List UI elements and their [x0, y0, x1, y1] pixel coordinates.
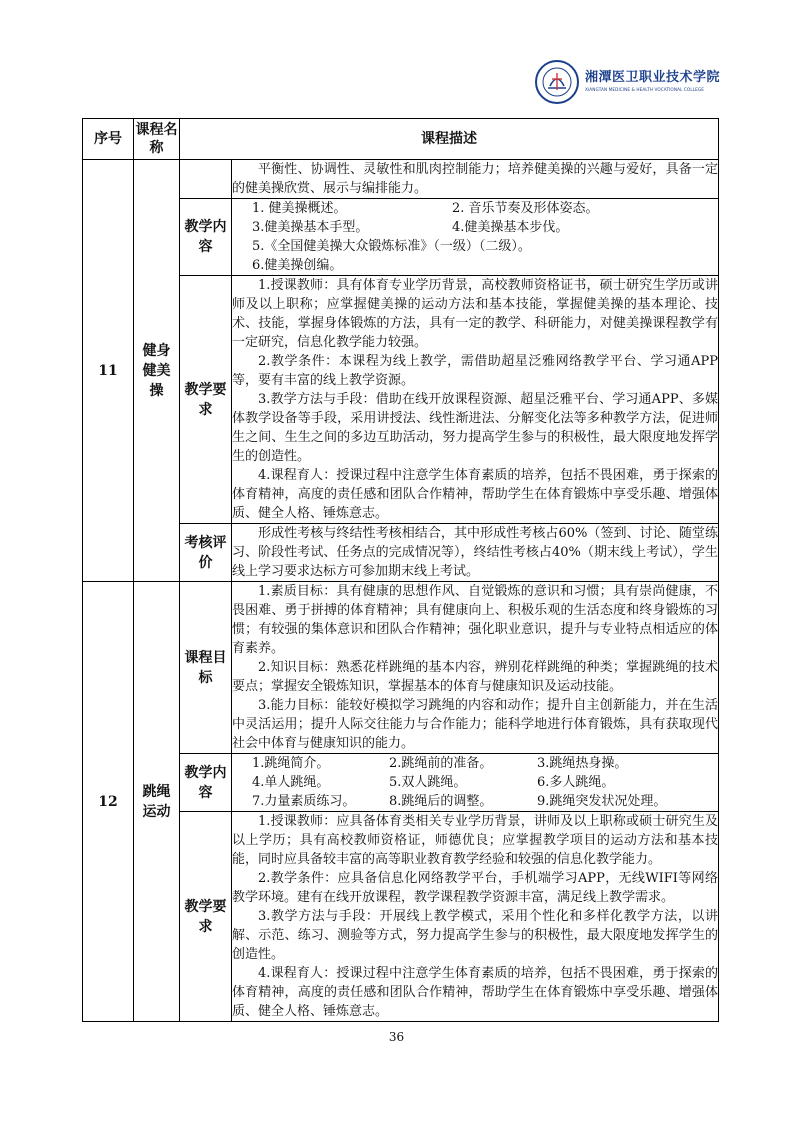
- college-seal-icon: [535, 60, 579, 104]
- course-12-requirements: [232, 812, 719, 1022]
- paragraph: 3.能力目标：能较好模拟学习跳绳的内容和动作；提升自主创新能力，并在生活中灵活运用；提升人际交往能力与合作能力；能科学地进行体育锻炼，具有获取现代社会中体育与健康知识的能力。: [232, 698, 718, 751]
- list-item: 5.《全国健美操大众锻炼标准》（一级）（二级）。: [252, 239, 531, 254]
- course-11-req-label: 教学要求: [180, 276, 232, 524]
- list-item: 2.跳绳前的准备。: [389, 756, 493, 771]
- list-item: 4.单人跳绳。: [252, 775, 330, 790]
- list-item: 5.双人跳绳。: [389, 775, 467, 790]
- list-item: 4.健美操基本步伐。: [452, 220, 569, 235]
- course-11-content: [232, 199, 719, 276]
- course-12-goal-label: 课程目标: [180, 582, 232, 754]
- paragraph: 3.教学方法与手段：开展线上教学模式，采用个性化和多样化教学方法，以讲解、示范、练习、测验等方式，努力提高学生参与的积极性，最大限度地发挥学生的创造性。: [232, 909, 718, 962]
- list-item: 1. 健美操概述。: [252, 201, 347, 216]
- course-12-content-label: 教学内容: [180, 754, 232, 812]
- course-11-name: 健身健美操: [134, 160, 180, 582]
- college-logo: [535, 59, 745, 105]
- page-number: 36: [388, 1030, 405, 1044]
- paragraph: 2.教学条件：应具备信息化网络教学平台，手机端学习APP，无线WIFI等网络教学环境。建有在线开放课程，教学课程教学资源丰富，满足线上教学需求。: [232, 871, 718, 905]
- list-item: 3.健美操基本手型。: [252, 220, 369, 235]
- paragraph: 1.授课教师：应具备体育类相关专业学历背景，讲师及以上职称或硕士研究生及以上学历；具有高校教师资格证，师德优良；应掌握教学项目的运动方法和基本技能，同时应具备较丰富的高等职业教育教学经验和较强的信息化教学能力。: [232, 814, 718, 867]
- paragraph: 4.课程育人：授课过程中注意学生体育素质的培养，包括不畏困难，勇于探索的体育精神，高度的责任感和团队合作精神，帮助学生在体育锻炼中享受乐趣、增强体质、健全人格、锤炼意志。: [232, 468, 718, 521]
- course-11-assess-label: 考核评价: [180, 524, 232, 582]
- list-item: 1.跳绳简介。: [252, 756, 330, 771]
- paragraph: 4.课程育人：授课过程中注意学生体育素质的培养，包括不畏困难，勇于探索的体育精神，高度的责任感和团队合作精神，帮助学生在体育锻炼中享受乐趣、增强体质、健全人格、锤炼意志。: [232, 966, 718, 1019]
- course-11-goal-continued: 平衡性、协调性、灵敏性和肌肉控制能力；培养健美操的兴趣与爱好，具备一定的健美操欣赏、展示与编排能力。: [232, 160, 719, 199]
- course-11-assessment: 形成性考核与终结性考核相结合，其中形成性考核占60%（签到、讨论、随堂练习、阶段性考试、任务点的完成情况等），终结性考核占40%（期末线上考试），学生线上学习要求达标方可参加期末线上考试。: [232, 524, 719, 582]
- list-item: 6.多人跳绳。: [537, 775, 615, 790]
- course-11-number: 11: [83, 160, 134, 582]
- college-name-cn: 湘潭医卫职业技术学院: [585, 70, 721, 86]
- paragraph: 3.教学方法与手段：借助在线开放课程资源、超星泛雅平台、学习通APP、多媒体教学设备等手段，采用讲授法、线性渐进法、分解变化法等多种教学方法，促进师生之间、生生之间的多边互助活动，努力提高学生参与的积极性，最大限度地发挥学生的创造性。: [232, 392, 718, 464]
- college-name-en: XIANGTAN MEDICINE & HEALTH VOCATIONAL COLLEGE: [585, 87, 705, 93]
- paragraph: 1.授课教师：具有体育专业学历背景，高校教师资格证书，硕士研究生学历或讲师及以上职称；应掌握健美操的运动方法和基本技能，掌握健美操的基本理论、技术、技能，掌握身体锻炼的方法，具有一定的教学、科研能力，对健美操课程教学有一定研究，信息化教学能力较强。: [232, 278, 718, 350]
- course-12-goals: [232, 582, 719, 754]
- header-desc: 课程描述: [180, 119, 719, 160]
- list-item: 8.跳绳后的调整。: [389, 794, 493, 809]
- course-11-top-label: [180, 160, 232, 199]
- course-table: [82, 118, 719, 1022]
- course-12-name: 跳绳运动: [134, 582, 180, 1022]
- course-12-number: 12: [83, 582, 134, 1022]
- list-item: 7.力量素质练习。: [252, 794, 356, 809]
- paragraph: 2.教学条件：本课程为线上教学，需借助超星泛雅网络教学平台、学习通APP等，要有丰富的线上教学资源。: [232, 354, 718, 388]
- course-12-req-label: 教学要求: [180, 812, 232, 1022]
- course-11-content-label: 教学内容: [180, 199, 232, 276]
- list-item: 2. 音乐节奏及形体姿态。: [452, 201, 599, 216]
- list-item: 9.跳绳突发状况处理。: [537, 794, 667, 809]
- list-item: 3.跳绳热身操。: [537, 756, 628, 771]
- paragraph: 2.知识目标：熟悉花样跳绳的基本内容，辨别花样跳绳的种类；掌握跳绳的技术要点；掌握安全锻炼知识，掌握基本的体育与健康知识及运动技能。: [232, 660, 718, 694]
- header-num: 序号: [83, 119, 134, 160]
- course-12-goal-row: [83, 582, 719, 754]
- course-12-content: [232, 754, 719, 812]
- course-11-top-row: [83, 160, 719, 199]
- list-item: 6.健美操创编。: [252, 258, 343, 273]
- header-name: 课程名称: [134, 119, 180, 160]
- header-row: [83, 119, 719, 160]
- paragraph: 1.素质目标：具有健康的思想作风、自觉锻炼的意识和习惯；具有崇尚健康，不畏困难、勇于拼搏的体育精神；具有健康向上、积极乐观的生活态度和终身锻炼的习惯；有较强的集体意识和团队合作精神；强化职业意识，提升与专业特点相适应的体育素养。: [232, 584, 718, 656]
- course-11-requirements: [232, 276, 719, 524]
